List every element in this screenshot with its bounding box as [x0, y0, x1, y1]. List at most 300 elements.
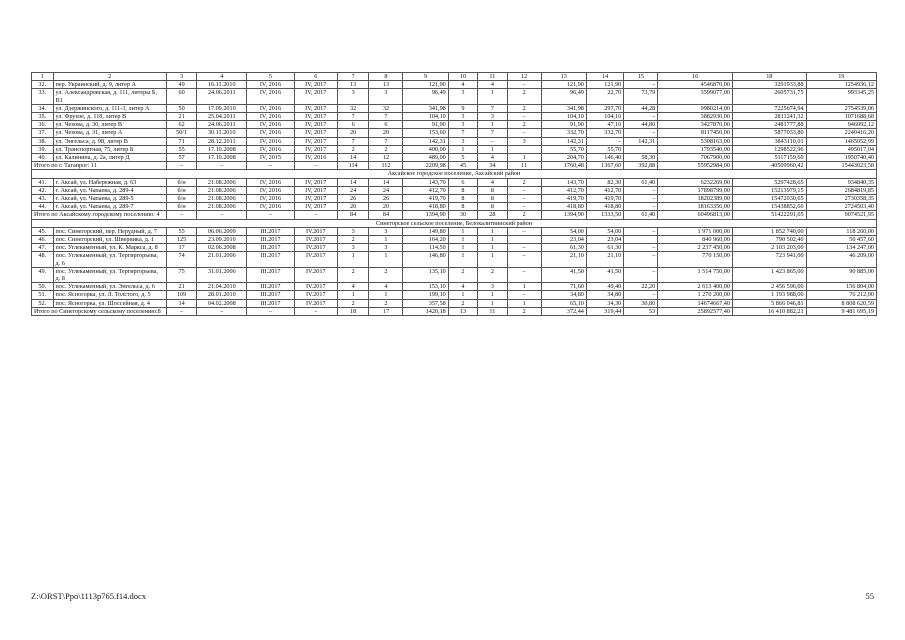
table-cell: 61,40	[624, 178, 658, 186]
table-cell: IV, 2016	[247, 121, 295, 129]
table-cell: 48.	[32, 252, 54, 267]
table-cell: 24.06.2011	[197, 121, 247, 129]
table-cell: 2209,98	[403, 162, 448, 170]
table-cell: –	[507, 291, 541, 299]
table-row	[32, 267, 877, 282]
table-cell: IV, 2017	[294, 81, 337, 89]
table-cell: IV, 2016	[247, 113, 295, 121]
table-cell: 114,50	[403, 244, 448, 252]
table-cell: 28.01.2010	[197, 291, 247, 299]
table-cell: 25892577,40	[658, 307, 733, 315]
table-cell: 23.09.2010	[197, 236, 247, 244]
table-cell: –	[624, 113, 658, 121]
table-cell: IV, 2017	[294, 178, 337, 186]
table-cell: 22,20	[624, 283, 658, 291]
table-cell: 50.	[32, 283, 54, 291]
column-number-header: 14	[586, 73, 623, 81]
table-cell: 6232269,00	[658, 178, 733, 186]
table-cell: 392,88	[624, 162, 658, 170]
column-number-header: 5	[247, 73, 295, 81]
table-cell: 36.	[32, 121, 54, 129]
table-cell: 418,80	[403, 203, 448, 211]
table-cell: 14	[369, 178, 403, 186]
table-cell: 8	[448, 186, 477, 194]
table-cell: –	[507, 252, 541, 267]
table-cell: –	[624, 244, 658, 252]
table-cell: 2 456 596,00	[732, 283, 806, 291]
table-cell: 6	[369, 121, 403, 129]
table-cell: 9 481 695,19	[806, 307, 876, 315]
table-cell: 770 150,00	[658, 252, 733, 267]
table-cell: 16 410 882,21	[732, 307, 806, 315]
address-cell: г. Аксай, ул. Чапаева, д. 289-5	[53, 195, 166, 203]
table-cell: 17.10.2008	[197, 154, 247, 162]
table-cell: 1	[448, 244, 477, 252]
table-cell: 51.	[32, 291, 54, 299]
table-cell: 3	[369, 244, 403, 252]
table-cell: –	[294, 211, 337, 219]
table-cell: 1071688,68	[806, 113, 876, 121]
table-cell: 6	[337, 121, 369, 129]
table-cell: 142,31	[403, 137, 448, 145]
table-cell: IV, 2017	[294, 121, 337, 129]
table-cell: 5117159,60	[732, 154, 806, 162]
address-cell: пос. Углекаменный, ул. Тергиргорьева, д. 8	[53, 267, 166, 282]
table-cell: 3	[369, 227, 403, 235]
table-cell: –	[507, 129, 541, 137]
table-cell: 32.	[32, 81, 54, 89]
table-cell: 2	[337, 145, 369, 153]
table-cell: 2	[448, 299, 477, 307]
table-cell: 153,10	[403, 283, 448, 291]
table-cell: 2754539,06	[806, 104, 876, 112]
column-number-header: 8	[369, 73, 403, 81]
table-cell: 7	[337, 113, 369, 121]
table-cell: –	[166, 211, 197, 219]
table-cell: IV, 2017	[294, 113, 337, 121]
table-cell: IV, 2016	[294, 154, 337, 162]
table-cell: 96,49	[403, 89, 448, 104]
footer-file-path: Z:\ORST\Ppo\1113p765.f14.docx	[31, 591, 147, 601]
table-cell: 82,30	[586, 178, 623, 186]
address-cell: пос. Углекаменный, ул. Энгельса, д. 6	[53, 283, 166, 291]
table-cell: –	[624, 267, 658, 282]
table-cell: 3	[337, 227, 369, 235]
column-number-header: 1	[32, 73, 54, 81]
table-row	[32, 283, 877, 291]
table-cell: 61,30	[541, 244, 586, 252]
total-label: Итого по г. Таганрог: 11	[32, 162, 167, 170]
table-cell: 3	[369, 89, 403, 104]
table-cell: 7	[478, 104, 507, 112]
table-cell: 55,70	[541, 145, 586, 153]
table-cell: 21.08.2006	[197, 203, 247, 211]
table-cell: 1793540,00	[658, 145, 733, 153]
table-cell: 34,80	[586, 291, 623, 299]
table-cell: 73,79	[624, 89, 658, 104]
address-cell: ул. Фрунзе, д. 118, литер В	[53, 113, 166, 121]
table-cell: 1465052,99	[806, 137, 876, 145]
table-cell: 1	[478, 236, 507, 244]
table-cell: 357,58	[403, 299, 448, 307]
table-cell: 4	[337, 283, 369, 291]
table-cell: 993345,25	[806, 89, 876, 104]
table-cell: –	[507, 81, 541, 89]
table-cell: 5 866 046,81	[732, 299, 806, 307]
table-cell: 135,10	[403, 267, 448, 282]
table-cell: 55	[166, 145, 197, 153]
table-cell: 21	[166, 283, 197, 291]
table-cell: 21.08.2006	[197, 186, 247, 194]
table-cell: 50 457,60	[806, 236, 876, 244]
table-cell: 13	[337, 81, 369, 89]
table-cell: 2605731,75	[732, 89, 806, 104]
table-cell: 419,70	[541, 195, 586, 203]
table-cell: 60496813,00	[658, 211, 733, 219]
table-row	[32, 129, 877, 137]
table-cell: 1 971 000,00	[658, 227, 733, 235]
table-row	[32, 299, 877, 307]
table-cell: 4	[478, 81, 507, 89]
table-cell: 14674667,40	[658, 299, 733, 307]
address-cell: ул. Чехова, д. 30, литер В	[53, 121, 166, 129]
address-cell: ул. Транспортная, 75, литер Б	[53, 145, 166, 153]
table-cell: 146,40	[586, 154, 623, 162]
table-cell: 62	[166, 121, 197, 129]
total-row	[32, 307, 877, 315]
column-number-header: 13	[541, 73, 586, 81]
table-cell: 3843110,01	[732, 137, 806, 145]
table-cell: 2	[507, 104, 541, 112]
table-cell: 1	[337, 291, 369, 299]
table-cell: –	[294, 307, 337, 315]
table-cell: 28.12.2011	[197, 137, 247, 145]
table-cell: 26	[369, 195, 403, 203]
table-cell: 1333,50	[586, 211, 623, 219]
table-row	[32, 89, 877, 104]
table-cell: –	[624, 195, 658, 203]
table-cell: 9	[448, 104, 477, 112]
table-cell: 7	[337, 137, 369, 145]
table-cell: 49	[166, 81, 197, 89]
table-cell: IV.2017	[294, 267, 337, 282]
table-cell: –	[197, 307, 247, 315]
section-heading-row	[32, 170, 877, 178]
table-cell: IV, 2017	[294, 129, 337, 137]
table-cell: 54,00	[541, 227, 586, 235]
table-cell: 1	[369, 291, 403, 299]
table-cell: –	[624, 203, 658, 211]
total-label: Итого по Аксайскому городскому поселению: 4	[32, 211, 167, 219]
table-cell: 20	[369, 203, 403, 211]
table-cell: 55952984,00	[658, 162, 733, 170]
table-cell: 1 514 750,00	[658, 267, 733, 282]
table-cell: IV, 2016	[247, 195, 295, 203]
table-row	[32, 203, 877, 211]
table-cell: 15472030,65	[732, 195, 806, 203]
table-cell: 4	[478, 154, 507, 162]
table-cell: 3	[507, 137, 541, 145]
table-cell: 61,40	[624, 211, 658, 219]
table-cell: 15443023,58	[806, 162, 876, 170]
table-cell: 96,49	[541, 89, 586, 104]
table-cell: 418,80	[541, 203, 586, 211]
table-cell: 412,70	[403, 186, 448, 194]
table-cell: 1	[507, 299, 541, 307]
table-cell: 1950740,40	[806, 154, 876, 162]
table-cell: б/н	[166, 186, 197, 194]
table-cell: –	[166, 162, 197, 170]
address-cell: ул. Чехова, д. 31, литер А	[53, 129, 166, 137]
table-cell: 71	[166, 137, 197, 145]
table-cell: 2240416,20	[806, 129, 876, 137]
table-cell: IV, 2016	[247, 104, 295, 112]
table-cell: 44,28	[624, 104, 658, 112]
table-cell: 34,80	[541, 291, 586, 299]
table-cell: 1	[478, 244, 507, 252]
table-row	[32, 227, 877, 235]
address-cell: пос. Углекаменный, ул. Тергиргорьева, д. 6	[53, 252, 166, 267]
column-number-header: 7	[337, 73, 369, 81]
table-row	[32, 121, 877, 129]
table-cell: 7	[448, 129, 477, 137]
table-cell: 32	[369, 104, 403, 112]
table-cell: 104,10	[541, 113, 586, 121]
table-cell: 1	[478, 145, 507, 153]
table-cell: 37.	[32, 129, 54, 137]
column-number-header: 15	[624, 73, 658, 81]
table-cell: 4	[448, 283, 477, 291]
table-cell: 34	[478, 162, 507, 170]
table-cell: 1 270 200,00	[658, 291, 733, 299]
table-cell: 1254936,12	[806, 81, 876, 89]
table-cell: 1	[448, 236, 477, 244]
table-row	[32, 104, 877, 112]
table-row	[32, 252, 877, 267]
table-cell: 319,44	[586, 307, 623, 315]
table-cell: 7	[369, 113, 403, 121]
table-cell: –	[247, 307, 295, 315]
table-cell: III.2017	[247, 236, 295, 244]
table-cell: 30	[448, 211, 477, 219]
table-cell: 45.	[32, 227, 54, 235]
table-cell: 21.08.2006	[197, 195, 247, 203]
address-cell: г. Аксай, ул. Чапаева, д. 289-7	[53, 203, 166, 211]
table-cell: 51422291,05	[732, 211, 806, 219]
table-cell: 149,80	[403, 227, 448, 235]
column-number-header: 3	[166, 73, 197, 81]
table-cell: –	[624, 291, 658, 299]
table-cell: IV, 2015	[247, 154, 295, 162]
table-cell: 71,60	[541, 283, 586, 291]
table-cell: 8	[448, 203, 477, 211]
table-cell: IV, 2016	[247, 145, 295, 153]
column-number-header: 4	[197, 73, 247, 81]
address-cell: пос. Ясногорка, ул. Шоссейная, д. 4	[53, 299, 166, 307]
table-cell: III.2017	[247, 244, 295, 252]
table-cell: 47.	[32, 244, 54, 252]
table-cell: б/н	[166, 178, 197, 186]
table-cell: 35.	[32, 113, 54, 121]
table-cell: 142,31	[541, 137, 586, 145]
table-cell: 2684819,85	[806, 186, 876, 194]
address-cell: пос. Углекаменный, ул. К. Маркса, д. 8	[53, 244, 166, 252]
table-cell: –	[507, 203, 541, 211]
table-cell: 1298522,96	[732, 145, 806, 153]
table-cell: 15213979,15	[732, 186, 806, 194]
table-cell: 06.06.2009	[197, 227, 247, 235]
table-cell: 30,80	[624, 299, 658, 307]
table-cell: 2811241,32	[732, 113, 806, 121]
table-cell: 17.09.2010	[197, 104, 247, 112]
table-cell: III.2017	[247, 267, 295, 282]
table-cell: 2724503,40	[806, 203, 876, 211]
table-cell: –	[624, 186, 658, 194]
table-cell: 934840,35	[806, 178, 876, 186]
table-cell: 53	[624, 307, 658, 315]
table-cell: 41,50	[541, 267, 586, 282]
section-heading-row	[32, 219, 877, 227]
table-cell: 2	[337, 299, 369, 307]
table-cell: IV, 2016	[247, 178, 295, 186]
table-cell: 44.	[32, 203, 54, 211]
total-row	[32, 211, 877, 219]
table-cell: 2	[369, 299, 403, 307]
table-cell: IV, 2016	[247, 81, 295, 89]
table-cell: 7	[369, 137, 403, 145]
table-cell: 125	[166, 236, 197, 244]
table-cell: 1	[507, 283, 541, 291]
table-cell: –	[507, 244, 541, 252]
table-cell: 1	[448, 227, 477, 235]
table-cell: 1	[478, 252, 507, 267]
table-cell	[624, 145, 658, 153]
table-cell: 41.	[32, 178, 54, 186]
table-cell: 74	[166, 252, 197, 267]
table-cell: 1	[478, 299, 507, 307]
table-row	[32, 236, 877, 244]
table-cell: 21,10	[586, 252, 623, 267]
table-cell: 50/1	[166, 129, 197, 137]
table-cell: 1394,90	[403, 211, 448, 219]
table-cell: –	[624, 81, 658, 89]
table-cell: 43.	[32, 195, 54, 203]
table-cell: 109	[166, 291, 197, 299]
table-cell: IV, 2017	[294, 89, 337, 104]
table-cell: 332,70	[541, 129, 586, 137]
section-heading: Синегорское сельское поселение, Белокалитвинский район	[32, 219, 877, 227]
page-number: 55	[865, 591, 874, 601]
table-cell: 17.10.2008	[197, 145, 247, 153]
column-number-header: 10	[448, 73, 477, 81]
column-number-header: 16	[658, 73, 733, 81]
table-cell: 9074521,95	[806, 211, 876, 219]
table-cell: 34,30	[586, 299, 623, 307]
table-cell: 24	[369, 186, 403, 194]
table-cell: –	[624, 227, 658, 235]
table-cell: 44,80	[624, 121, 658, 129]
table-cell: 2	[369, 145, 403, 153]
table-cell: 55,70	[586, 145, 623, 153]
table-cell: 3	[448, 89, 477, 104]
section-heading: Аксайское городское поселение, Аксайский район	[32, 170, 877, 178]
table-row	[32, 113, 877, 121]
table-cell: 50	[166, 104, 197, 112]
table-cell: 2	[337, 236, 369, 244]
table-cell: 1	[478, 89, 507, 104]
table-cell: 1 193 988,00	[732, 291, 806, 299]
table-cell: IV.2017	[294, 283, 337, 291]
table-cell: –	[478, 137, 507, 145]
table-cell: 946092,12	[806, 121, 876, 129]
table-cell: 489,00	[403, 154, 448, 162]
table-cell: 76 212,00	[806, 291, 876, 299]
table-cell: 1	[337, 252, 369, 267]
table-cell: IV.2017	[294, 236, 337, 244]
table-cell: 1	[448, 291, 477, 299]
table-cell: 84	[369, 211, 403, 219]
table-cell: 143,70	[403, 178, 448, 186]
column-number-header: 6	[294, 73, 337, 81]
table-cell: 38.	[32, 137, 54, 145]
table-cell: 45	[448, 162, 477, 170]
table-cell: 3291933,88	[732, 81, 806, 89]
table-cell: 20	[369, 129, 403, 137]
table-cell: 2	[507, 89, 541, 104]
table-cell: 2730358,35	[806, 195, 876, 203]
table-cell: 91,90	[541, 121, 586, 129]
table-cell: 55	[166, 227, 197, 235]
table-cell: 419,70	[403, 195, 448, 203]
table-cell: 104,10	[403, 113, 448, 121]
table-cell: 14	[337, 154, 369, 162]
table-cell: 3	[448, 137, 477, 145]
address-cell: пос. Синегорский, ул. Шверника, д. 1	[53, 236, 166, 244]
table-cell: 4	[478, 178, 507, 186]
table-cell: 65,10	[541, 299, 586, 307]
column-number-header: 19	[806, 73, 876, 81]
table-cell: 8	[478, 186, 507, 194]
table-cell: IV, 2017	[294, 104, 337, 112]
table-cell: 11	[507, 162, 541, 170]
table-cell: 2	[337, 267, 369, 282]
table-cell: 5297428,65	[732, 178, 806, 186]
table-cell: 7225674,94	[732, 104, 806, 112]
table-cell: 3599077,00	[658, 89, 733, 104]
table-cell: 58,30	[624, 154, 658, 162]
table-cell: 1	[507, 154, 541, 162]
table-cell: 84	[337, 211, 369, 219]
table-cell: 21.04.2010	[197, 283, 247, 291]
table-cell: 11	[478, 307, 507, 315]
table-cell: 3	[478, 113, 507, 121]
table-cell: 2	[507, 121, 541, 129]
table-cell: 40.	[32, 154, 54, 162]
table-cell: 156 804,00	[806, 283, 876, 291]
table-cell: 3427870,00	[658, 121, 733, 129]
table-cell: 40509960,42	[732, 162, 806, 170]
table-cell: 114	[337, 162, 369, 170]
table-cell: 134 247,00	[806, 244, 876, 252]
table-cell: 46.	[32, 236, 54, 244]
table-cell: 42.	[32, 186, 54, 194]
table-cell: 199,10	[403, 291, 448, 299]
table-cell: 1	[478, 121, 507, 129]
table-cell: 17	[166, 244, 197, 252]
table-cell: 1367,60	[586, 162, 623, 170]
table-cell: 02.06.2008	[197, 244, 247, 252]
table-cell: 61,30	[586, 244, 623, 252]
